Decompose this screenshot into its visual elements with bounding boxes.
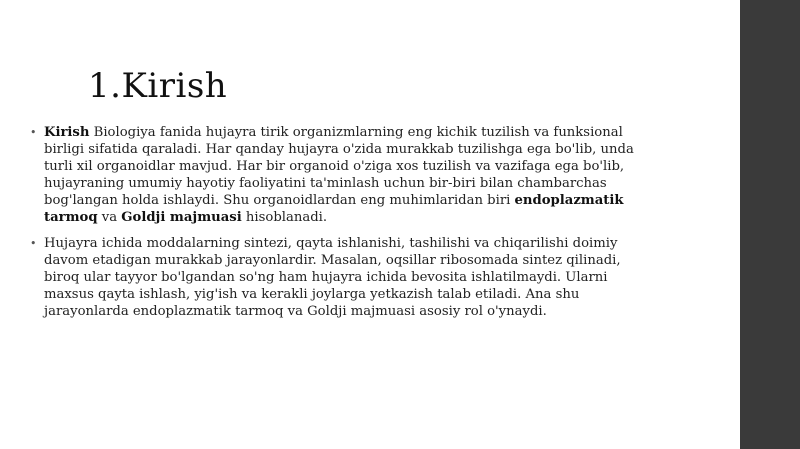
paragraph-text: Hujayra ichida moddalarning sintezi, qayta ishlanishi, tashilishi va chiqarilishi doimiy davom etadigan murakkab jarayonlardir. Masalan, oqsillar ribosomada sintez qilinadi, biroq ular tayyor bo'lgandan so'ng ham hujayra ichida bevosita ishlatilmaydi. Ularni maxsus qayta ishlash, yig'ish va kerakli joylarga yetkazish talab etiladi. Ana shu jarayonlarda endoplazmatik tarmoq va Goldji majmuasi asosiy rol o'ynaydi. bbox=[44, 236, 621, 319]
side-bar bbox=[740, 0, 800, 449]
bullet-icon: • bbox=[30, 126, 37, 139]
bullet-paragraph-2 bbox=[30, 235, 660, 320]
paragraph-text: Biologiya fanida hujayra tirik organizmlarning eng kichik tuzilish va funksional birligi sifatida qaraladi. Har qanday hujayra o'zida murakkab tuzilishga ega bo'lib, unda turli xil organoidlar mavjud. Har bir organoid o'ziga xos tuzilish va vazifaga ega bo'lib, hujayraning umumiy hayotiy faoliyatini ta'minlash uchun bir-biri bilan chambarchas bog'langan holda ishlaydi. Shu organoidlardan eng muhimlaridan biri bbox=[44, 125, 634, 208]
bold-term-goldji: Goldji majmuasi bbox=[121, 210, 242, 225]
paragraph-text: hisoblanadi. bbox=[241, 210, 328, 225]
slide-title: 1.Kirish bbox=[88, 66, 228, 106]
bullet-paragraph-1 bbox=[30, 124, 660, 226]
bullet-icon: • bbox=[30, 237, 37, 250]
bold-term-kirish: Kirish bbox=[44, 125, 90, 140]
paragraph-text: va bbox=[97, 210, 122, 225]
bold-term-endoplazmatik: endoplazmatik tarmoq bbox=[44, 193, 624, 225]
slide-content bbox=[30, 124, 660, 329]
